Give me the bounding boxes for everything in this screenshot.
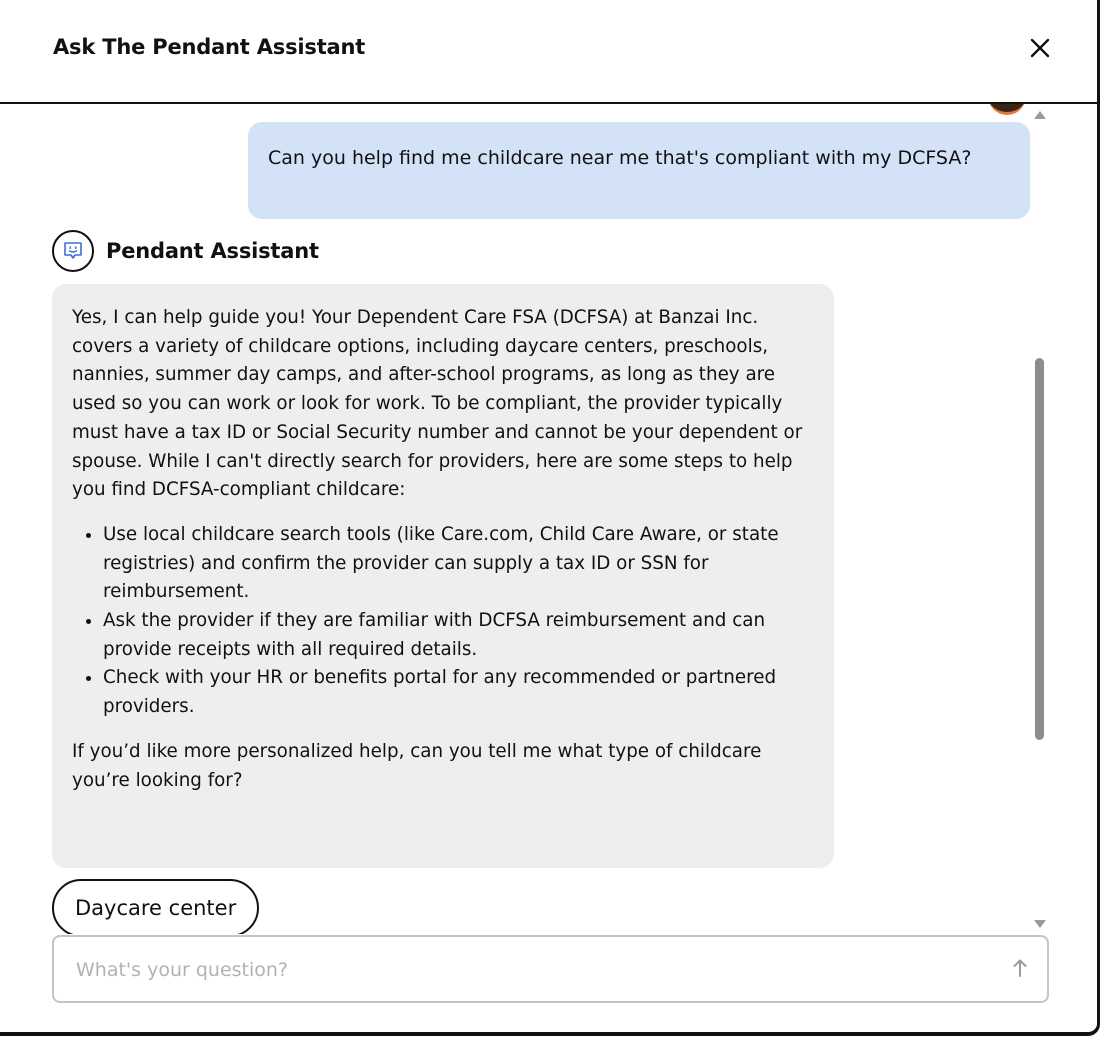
question-composer (52, 935, 1049, 1003)
assistant-label (52, 228, 319, 274)
user-avatar (988, 104, 1026, 115)
assistant-intro: Yes, I can help guide you! Your Dependent Care FSA (DCFSA) at Banzai Inc. covers a variety of childcare options, including daycare centers, preschools, nannies, summer day camps, and after-school programs, as long as they are used so you can work or look for work. To be compliant, the provider typically must have a tax ID or Social Security number and cannot be your dependent or spouse. While I can't directly search for providers, here are some steps to help you find DCFSA-compliant childcare: (72, 307, 803, 501)
list-item: • Ask the provider if they are familiar with DCFSA reimbursement and can provide receipts with all required details. (103, 607, 816, 664)
scrollbar-thumb[interactable] (1035, 358, 1044, 740)
question-input[interactable] (74, 937, 978, 1003)
list-item: • Use local childcare search tools (like Care.com, Child Care Aware, or state registries) and confirm the provider can supply a tax ID or SSN for reimbursement. (103, 521, 816, 607)
assistant-message (52, 284, 834, 868)
chat-bot-icon (52, 230, 94, 272)
scroll-down-arrow-icon[interactable] (1034, 920, 1046, 928)
assistant-closing: If you’d like more personalized help, can you tell me what type of childcare you’re looking for? (72, 740, 762, 791)
assistant-steps-list (72, 521, 816, 722)
close-icon (1022, 30, 1058, 66)
chat-transcript[interactable] (0, 104, 1100, 934)
dialog-title: Ask The Pendant Assistant (53, 35, 366, 59)
assistant-name: Pendant Assistant (106, 239, 319, 263)
suggestion-chip-daycare-center[interactable]: Daycare center (52, 879, 259, 934)
list-item: • Check with your HR or benefits portal for any recommended or partnered providers. (103, 664, 816, 721)
dialog-header (0, 0, 1100, 104)
user-message: Can you help find me childcare near me that's compliant with my DCFSA? (248, 122, 1030, 219)
scroll-up-arrow-icon[interactable] (1034, 111, 1046, 119)
arrow-up-icon (1007, 955, 1033, 981)
send-button[interactable] (1007, 955, 1033, 981)
close-button[interactable] (1022, 30, 1058, 66)
scrollbar[interactable] (1031, 104, 1049, 934)
